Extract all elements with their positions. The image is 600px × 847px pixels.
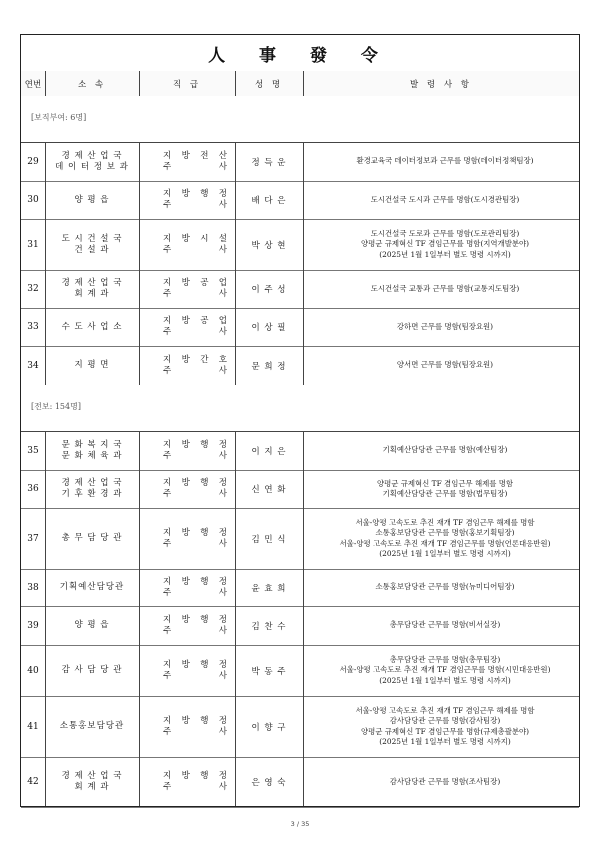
table-row xyxy=(21,431,579,471)
table-row xyxy=(21,308,579,347)
row-department xyxy=(45,142,139,181)
grade-line: 지 방 간 호 xyxy=(163,354,227,365)
row-order-details xyxy=(303,470,579,508)
grade-line: 주 사 xyxy=(163,625,227,636)
row-number: 39 xyxy=(27,620,39,631)
row-department xyxy=(45,431,139,470)
order-line: (2025년 1월 1일부터 별도 명령 시까지) xyxy=(379,249,511,259)
row-department xyxy=(45,569,139,606)
row-grade xyxy=(139,346,235,385)
header-dept: 소 속 xyxy=(77,79,107,90)
grade-line: 주 사 xyxy=(163,587,227,598)
row-grade xyxy=(139,142,235,181)
row-grade xyxy=(139,308,235,346)
department-line: 지 평 면 xyxy=(74,360,110,370)
grade-line: 주 사 xyxy=(163,244,227,255)
row-grade xyxy=(139,431,235,470)
table-row xyxy=(21,219,579,271)
grade-line: 지 방 행 정 xyxy=(163,614,227,625)
table-row xyxy=(21,470,579,509)
row-order-details xyxy=(303,606,579,645)
grade-line: 지 방 공 업 xyxy=(163,278,227,288)
grade-line: 주 사 xyxy=(163,161,227,172)
row-grade xyxy=(139,645,235,696)
grade-line: 지 방 공 업 xyxy=(163,316,227,326)
grade-line: 주 사 xyxy=(163,327,227,337)
grade-line: 지 방 시 설 xyxy=(163,233,227,244)
row-person-name: 정 득 운 xyxy=(251,157,287,168)
grade-line: 지 방 행 정 xyxy=(163,478,227,488)
row-department xyxy=(45,219,139,270)
row-order-details xyxy=(303,142,579,181)
personnel-order-table xyxy=(20,34,580,807)
department-line: 경 제 산 업 국 xyxy=(61,478,123,488)
row-number: 35 xyxy=(27,445,39,456)
grade-line: 지 방 행 정 xyxy=(163,527,227,538)
order-line: 도시건설국 도로과 근무를 명함(도로관리팀장) xyxy=(370,228,520,238)
row-department xyxy=(45,308,139,346)
row-person-name: 이 상 필 xyxy=(251,323,287,333)
row-grade xyxy=(139,181,235,219)
row-department xyxy=(45,606,139,645)
table-row xyxy=(21,142,579,182)
department-line: 회 계 과 xyxy=(74,782,110,792)
row-number: 32 xyxy=(27,284,39,294)
row-order-details xyxy=(303,431,579,470)
grade-line: 주 사 xyxy=(163,450,227,461)
row-order-details xyxy=(303,181,579,219)
grade-line: 주 사 xyxy=(163,200,227,210)
department-line: 양 평 읍 xyxy=(74,620,110,630)
section-label: [전보: 154명] xyxy=(31,402,81,411)
order-line: 총무담당관 근무를 명함(총무팀장) xyxy=(389,654,501,664)
order-line: 양평군 규제혁신 TF 겸임근무 해제를 명함 xyxy=(376,478,514,488)
row-department xyxy=(45,508,139,569)
table-row xyxy=(21,346,579,386)
grade-line: 지 방 전 산 xyxy=(163,150,227,161)
order-line: 소통홍보담당관 근무를 명함(뉴미디어팀장) xyxy=(375,582,515,592)
order-line: (2025년 1월 1일부터 별도 명령 시까지) xyxy=(379,549,511,558)
department-line: 수 도 사 업 소 xyxy=(61,321,123,332)
row-department xyxy=(45,270,139,308)
table-row xyxy=(21,569,579,607)
row-person-name: 신 연 화 xyxy=(251,485,287,495)
department-line: 도 시 건 설 국 xyxy=(61,233,123,244)
row-grade xyxy=(139,508,235,569)
row-number: 37 xyxy=(27,533,39,544)
order-line: 도시건설국 도시과 근무를 명함(도시경관팀장) xyxy=(370,194,520,204)
grade-line: 주 사 xyxy=(163,289,227,299)
order-line: 양서면 근무를 명함(팀장요원) xyxy=(396,360,494,370)
grade-line: 주 사 xyxy=(163,365,227,376)
row-department xyxy=(45,645,139,696)
header-order: 발 령 사 항 xyxy=(410,79,472,90)
row-person-name: 윤 효 희 xyxy=(251,583,287,594)
order-line: 감사담당관 근무를 명함(조사팀장) xyxy=(389,776,501,786)
row-number: 42 xyxy=(27,777,39,787)
order-line: 서울-양평 고속도로 추진 재개 TF 겸임근무 해제를 명함 xyxy=(355,517,535,527)
section-divider xyxy=(21,385,579,432)
row-grade xyxy=(139,696,235,757)
table-row xyxy=(21,696,579,758)
row-number: 30 xyxy=(27,195,39,205)
order-line: (2025년 1월 1일부터 별도 명령 시까지) xyxy=(379,737,511,746)
department-line: 회 계 과 xyxy=(74,289,110,299)
grade-line: 지 방 행 정 xyxy=(163,439,227,450)
grade-line: 지 방 행 정 xyxy=(163,715,227,726)
department-line: 문 화 체 육 과 xyxy=(61,450,123,461)
grade-line: 주 사 xyxy=(163,782,227,792)
row-person-name: 이 주 성 xyxy=(251,285,287,295)
row-grade xyxy=(139,569,235,606)
row-person-name: 이 향 구 xyxy=(251,722,287,733)
row-person-name: 배 다 은 xyxy=(251,196,287,206)
order-line: 총무담당관 근무를 명함(비서실장) xyxy=(389,620,501,630)
column-divider xyxy=(235,71,236,806)
department-line: 경 제 산 업 국 xyxy=(61,771,123,781)
row-order-details xyxy=(303,508,579,569)
row-order-details xyxy=(303,645,579,696)
page-number: 3 / 35 xyxy=(290,820,310,828)
column-divider xyxy=(139,71,140,806)
order-line: 소통홍보담당관 근무를 명함(홍보기획팀장) xyxy=(375,528,515,537)
row-department xyxy=(45,346,139,385)
row-person-name: 은 영 숙 xyxy=(251,778,287,788)
order-line: 양평군 규제혁신 TF 겸임근무를 명함(지역개발분야) xyxy=(360,239,529,249)
table-row xyxy=(21,645,579,697)
order-line: 서울-양평 고속도로 추진 재개 TF 겸임근무를 명함(언론대응반원) xyxy=(339,538,551,548)
table-row xyxy=(21,757,579,808)
department-line: 기 후 환 경 과 xyxy=(61,489,123,499)
row-order-details xyxy=(303,308,579,346)
row-order-details xyxy=(303,757,579,807)
grade-line: 지 방 행 정 xyxy=(163,771,227,781)
order-line: 환경교육국 데이터정보과 근무를 명함(데이터정책팀장) xyxy=(356,156,534,166)
grade-line: 지 방 행 정 xyxy=(163,659,227,670)
order-line: (2025년 1월 1일부터 별도 명령 시까지) xyxy=(379,675,511,685)
department-line: 건 설 과 xyxy=(74,244,110,255)
grade-line: 주 사 xyxy=(163,670,227,681)
section-label: [보직부여: 6명] xyxy=(31,113,87,122)
order-line: 기획예산담당관 근무를 명함(법무팀장) xyxy=(382,489,508,498)
row-department xyxy=(45,470,139,508)
department-line: 소통홍보담당관 xyxy=(59,721,125,731)
row-order-details xyxy=(303,696,579,757)
table-row xyxy=(21,606,579,646)
order-line: 도시건설국 교통과 근무를 명함(교통지도팀장) xyxy=(370,283,520,293)
order-line: 감사담당관 근무를 명함(감사팀장) xyxy=(389,716,501,725)
row-number: 40 xyxy=(27,665,39,676)
table-row xyxy=(21,181,579,220)
document-title: 人 事 發 令 xyxy=(21,35,579,72)
row-grade xyxy=(139,606,235,645)
header-name: 성 명 xyxy=(254,79,284,90)
order-line: 양평군 규제혁신 TF 겸임근무를 명함(규제총괄분야) xyxy=(360,726,529,736)
grade-line: 주 사 xyxy=(163,726,227,737)
row-person-name: 박 동 주 xyxy=(251,666,287,677)
row-grade xyxy=(139,470,235,508)
row-number: 36 xyxy=(27,484,39,494)
column-divider xyxy=(303,71,304,806)
row-department xyxy=(45,181,139,219)
order-line: 서울-양평 고속도로 추진 재개 TF 겸임근무를 명함(시민대응반원) xyxy=(339,665,551,675)
section-divider xyxy=(21,96,579,143)
header-num: 연번 xyxy=(24,79,42,90)
table-row xyxy=(21,508,579,570)
department-line: 경 제 산 업 국 xyxy=(61,150,123,161)
row-number: 38 xyxy=(27,582,39,593)
department-line: 총 무 담 당 관 xyxy=(61,533,123,543)
row-person-name: 이 지 은 xyxy=(251,446,287,457)
row-person-name: 박 상 현 xyxy=(251,240,287,251)
department-line: 경 제 산 업 국 xyxy=(61,278,123,288)
table-row xyxy=(21,270,579,309)
row-person-name: 문 희 정 xyxy=(251,361,287,372)
department-line: 문 화 복 지 국 xyxy=(61,439,123,450)
row-number: 34 xyxy=(27,360,39,371)
grade-line: 지 방 행 정 xyxy=(163,576,227,587)
order-line: 서울-양평 고속도로 추진 재개 TF 겸임근무 해제를 명함 xyxy=(355,705,535,715)
table-header xyxy=(21,71,579,97)
grade-line: 주 사 xyxy=(163,489,227,499)
row-department xyxy=(45,696,139,757)
row-person-name: 김 민 식 xyxy=(251,534,287,545)
row-order-details xyxy=(303,219,579,270)
row-number: 41 xyxy=(27,721,39,732)
row-order-details xyxy=(303,569,579,606)
order-line: 기획예산담당관 근무를 명함(예산팀장) xyxy=(382,445,508,455)
row-department xyxy=(45,757,139,807)
column-divider xyxy=(45,71,46,806)
row-order-details xyxy=(303,270,579,308)
department-line: 양 평 읍 xyxy=(74,194,110,205)
department-line: 감 사 담 당 관 xyxy=(61,665,123,675)
grade-line: 지 방 행 정 xyxy=(163,189,227,199)
grade-line: 주 사 xyxy=(163,538,227,549)
department-line: 기획예산담당관 xyxy=(59,582,125,592)
row-order-details xyxy=(303,346,579,385)
row-number: 29 xyxy=(27,156,39,167)
row-number: 31 xyxy=(27,239,39,250)
department-line: 데 이 터 정 보 과 xyxy=(55,161,129,172)
row-grade xyxy=(139,757,235,807)
order-line: 강하면 근무를 명함(팀장요원) xyxy=(396,321,494,331)
row-grade xyxy=(139,219,235,270)
header-grade: 직 급 xyxy=(172,79,202,90)
row-number: 33 xyxy=(27,322,39,332)
row-person-name: 김 찬 수 xyxy=(251,621,287,632)
row-grade xyxy=(139,270,235,308)
